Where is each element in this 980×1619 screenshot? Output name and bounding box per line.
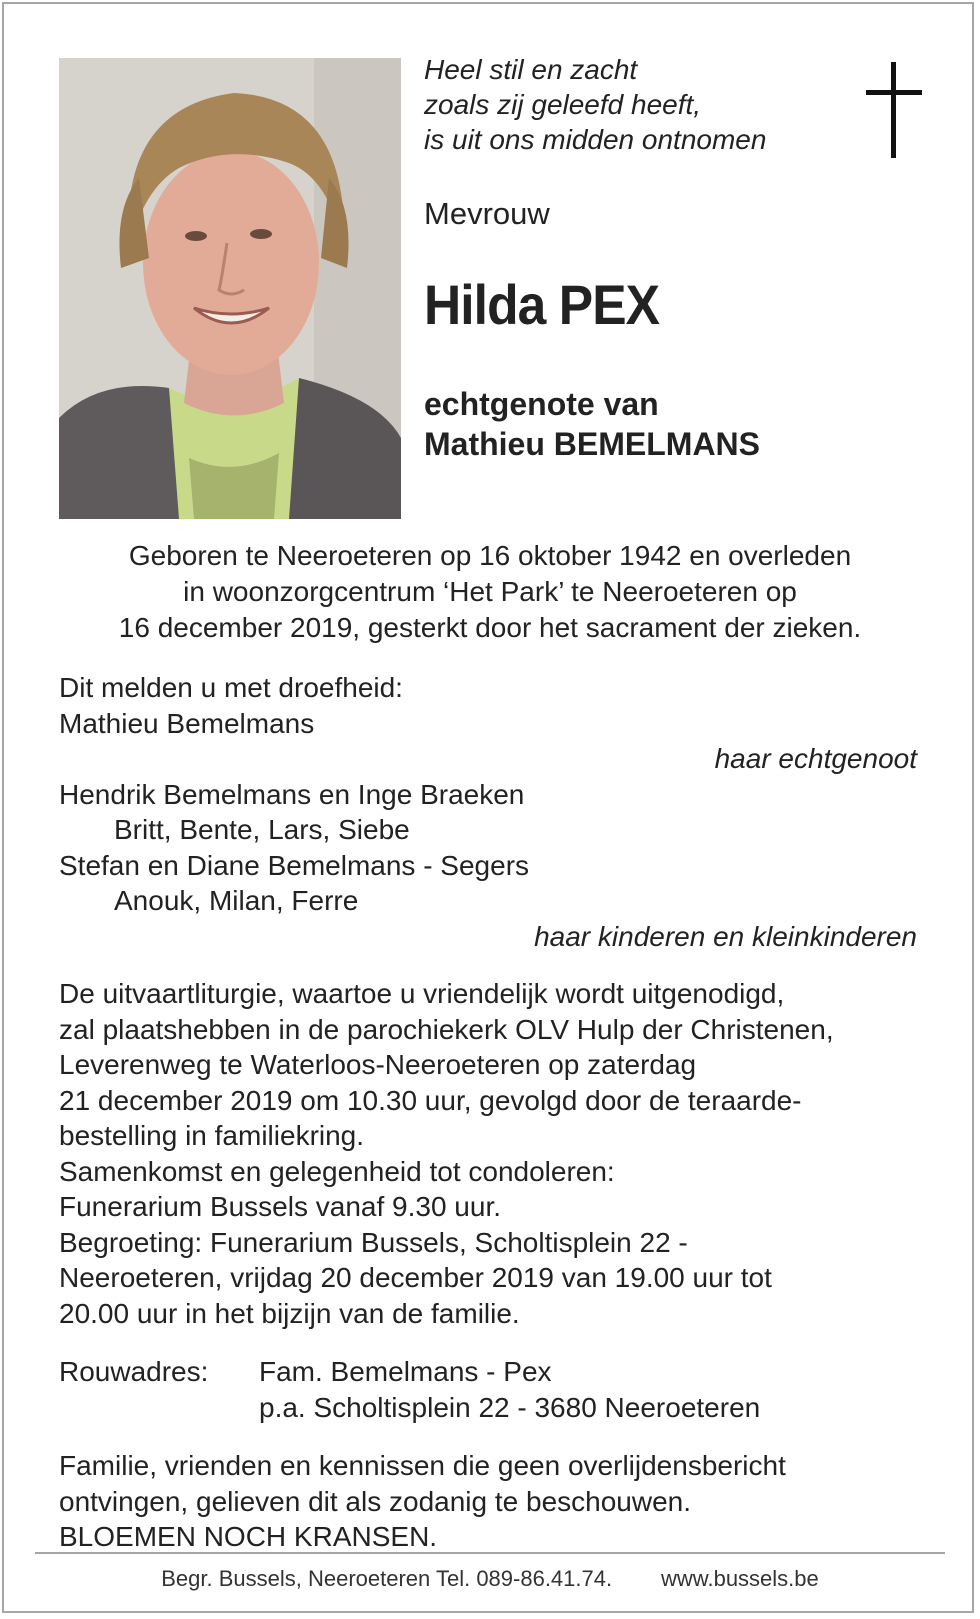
family-grandchildren: Anouk, Milan, Ferre bbox=[114, 885, 359, 916]
birth-death-details bbox=[30, 538, 950, 646]
family-spouse: Mathieu Bemelmans bbox=[59, 707, 315, 739]
family-child: Stefan en Diane Bemelmans - Segers bbox=[59, 849, 530, 881]
address-label: Rouwadres: bbox=[59, 1356, 209, 1387]
family-grandchildren: Britt, Bente, Lars, Siebe bbox=[114, 814, 410, 845]
funeral-line: Samenkomst en gelegenheid tot condoleren: bbox=[59, 1155, 615, 1187]
funeral-home-info: Begr. Bussels, Neeroeteren Tel. 089-86.41.74. bbox=[161, 1566, 613, 1591]
family-intro: Dit melden u met droefheid: bbox=[59, 672, 403, 703]
funeral-line: 21 december 2019 om 10.30 uur, gevolgd door de teraarde- bbox=[59, 1084, 802, 1116]
deceased-name: Hilda PEX bbox=[424, 273, 660, 336]
portrait-photo bbox=[59, 58, 401, 519]
spouse-line: Mathieu BEMELMANS bbox=[424, 426, 760, 462]
footer-divider bbox=[35, 1552, 945, 1554]
address-line: p.a. Scholtisplein 22 - 3680 Neeroeteren bbox=[259, 1391, 761, 1423]
birth-line: in woonzorgcentrum ‘Het Park’ te Neeroeteren op bbox=[183, 576, 797, 607]
cross-icon bbox=[866, 62, 922, 158]
quote-line: zoals zij geleefd heeft, bbox=[424, 89, 702, 120]
birth-line: Geboren te Neeroeteren op 16 oktober 1942 en overleden bbox=[128, 540, 852, 571]
funeral-line: zal plaatshebben in de parochiekerk OLV Hulp der Christenen, bbox=[59, 1013, 834, 1045]
funeral-line: bestelling in familiekring. bbox=[59, 1120, 365, 1151]
birth-line: 16 december 2019, gesterkt door het sacrament der zieken. bbox=[118, 612, 862, 643]
funeral-line: Begroeting: Funerarium Bussels, Scholtisplein 22 - bbox=[59, 1226, 688, 1258]
spouse-line: echtgenote van bbox=[424, 386, 659, 422]
quote-line: Heel stil en zacht bbox=[424, 54, 638, 85]
funeral-line: Funerarium Bussels vanaf 9.30 uur. bbox=[59, 1191, 502, 1222]
memorial-quote bbox=[424, 52, 766, 157]
closing-line: Familie, vrienden en kennissen die geen overlijdensbericht bbox=[59, 1450, 786, 1481]
funeral-line: De uitvaartliturgie, waartoe u vriendelijk wordt uitgenodigd, bbox=[59, 978, 785, 1009]
salutation: Mevrouw bbox=[424, 196, 550, 231]
spouse-info bbox=[424, 384, 760, 464]
closing-line: ontvingen, gelieven dit als zodanig te beschouwen. bbox=[59, 1485, 691, 1517]
quote-line: is uit ons midden ontnomen bbox=[424, 124, 767, 155]
family-children-role: haar kinderen en kleinkinderen bbox=[534, 920, 917, 952]
funeral-line: Leverenweg te Waterloos-Neeroeteren op zaterdag bbox=[59, 1049, 697, 1080]
footer bbox=[0, 1566, 980, 1592]
funeral-line: 20.00 uur in het bijzijn van de familie. bbox=[59, 1297, 520, 1329]
family-list bbox=[59, 670, 917, 954]
address-line: Fam. Bemelmans - Pex bbox=[259, 1356, 552, 1387]
closing-line: BLOEMEN NOCH KRANSEN. bbox=[59, 1521, 438, 1552]
website-link[interactable]: www.bussels.be bbox=[661, 1566, 819, 1591]
family-child: Hendrik Bemelmans en Inge Braeken bbox=[59, 778, 525, 810]
family-spouse-role: haar echtgenoot bbox=[714, 743, 917, 774]
closing-notice bbox=[59, 1448, 917, 1555]
funeral-line: Neeroeteren, vrijdag 20 december 2019 van 19.00 uur tot bbox=[59, 1262, 772, 1293]
funeral-details bbox=[59, 976, 917, 1331]
